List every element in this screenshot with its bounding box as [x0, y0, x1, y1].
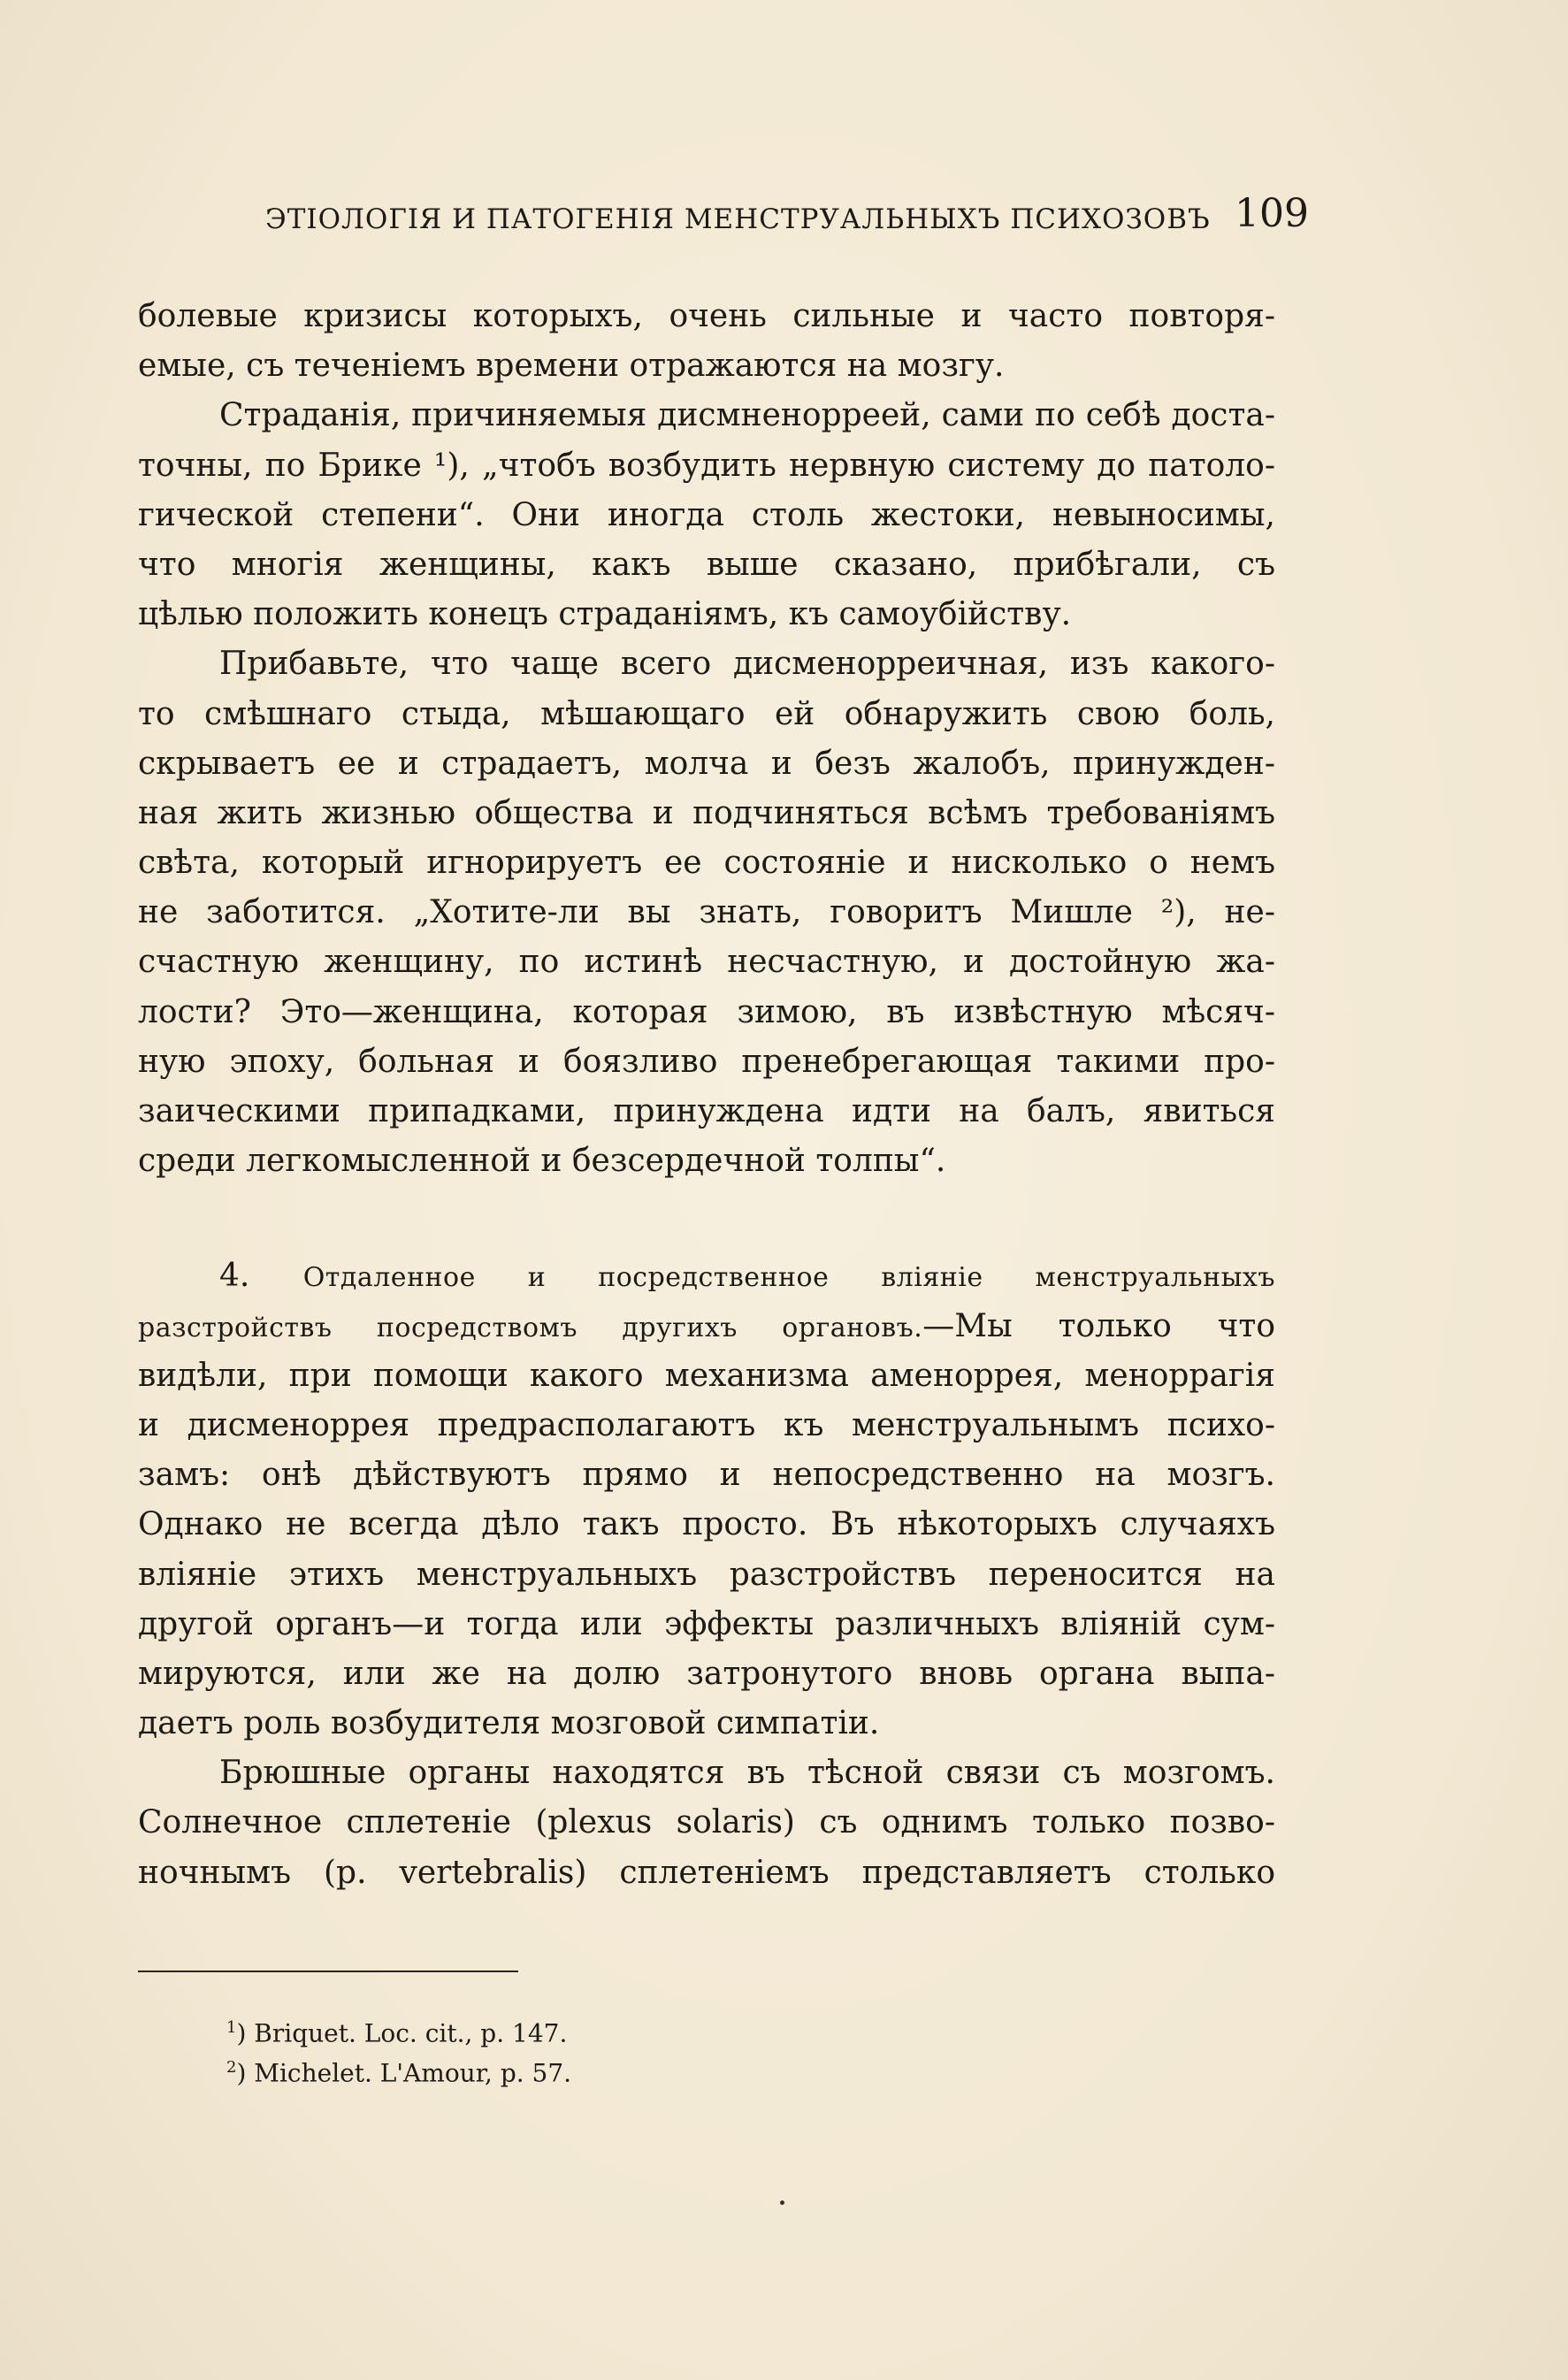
text-line: не заботится. „Хотите-ли вы знать, говоритъ Мишле ²), не-	[138, 894, 1275, 931]
footnote-text: ) Briquet. Loc. cit., p. 147.	[236, 2018, 568, 2048]
text-line: Прибавьте, что чаще всего дисменорреичная, изъ какого-	[219, 646, 1275, 683]
text-line: то смѣшнаго стыда, мѣшающаго ей обнаружить свою боль,	[138, 695, 1275, 732]
footnote-mark: 2	[226, 2058, 237, 2077]
text-line: свѣта, который игнорируетъ ее состояніе и нисколько о немъ	[138, 845, 1275, 882]
text-line: Солнечное сплетеніе (plexus solaris) съ однимъ только позво-	[138, 1804, 1275, 1841]
section-heading-line	[138, 1302, 1275, 1351]
text-line: Брюшные органы находятся въ тѣсной связи съ мозгомъ.	[219, 1755, 1275, 1792]
text-line: гической степени“. Они иногда столь жестоки, невыносимы,	[138, 496, 1275, 533]
text-line: другой органъ—и тогда или эффекты различныхъ вліяній сум-	[138, 1605, 1275, 1642]
section-heading: Отдаленное и посредственное вліяніе менструальныхъ	[302, 1262, 1275, 1294]
section-heading-continued: разстройствъ посредствомъ другихъ органовъ.	[138, 1312, 923, 1343]
footnote	[226, 2047, 1022, 2087]
ink-speck	[780, 2200, 784, 2205]
section-number: 4.	[219, 1258, 250, 1295]
text-line: цѣлью положить конецъ страданіямъ, къ самоубійству.	[138, 596, 1072, 633]
footnotes	[226, 2008, 1022, 2087]
page-number: 109	[1235, 191, 1309, 236]
text-line: ная жить жизнью общества и подчиняться всѣмъ требованіямъ	[138, 794, 1275, 831]
text-line: ночнымъ (p. vertebralis) сплетеніемъ представляетъ столько	[138, 1854, 1275, 1891]
text-line: емые, съ теченіемъ времени отражаются на мозгу.	[138, 348, 1005, 385]
section-gap	[138, 1186, 1275, 1251]
section-heading-line	[138, 1251, 1275, 1301]
footnote-divider	[138, 1971, 518, 1972]
text-line: Страданія, причиняемыя дисмненорреей, сами по себѣ доста-	[219, 397, 1275, 434]
footnote	[226, 2008, 1022, 2047]
text-line: видѣли, при помощи какого механизма аменоррея, меноррагія	[138, 1357, 1275, 1394]
text-line: точны, по Брике ¹), „чтобъ возбудить нервную систему до патоло-	[138, 447, 1275, 484]
text-line: ную эпоху, больная и боязливо пренебрегающая такими про-	[138, 1043, 1275, 1080]
footnote-text: ) Michelet. L'Amour, p. 57.	[236, 2058, 572, 2088]
body-text	[138, 292, 1275, 1898]
text-line: замъ: онѣ дѣйствуютъ прямо и непосредственно на мозгъ.	[138, 1457, 1275, 1494]
running-title: ЭТІОЛОГІЯ И ПАТОГЕНІЯ МЕНСТРУАЛЬНЫХЪ ПСИХОЗОВЪ	[265, 203, 1211, 235]
text-line: лости? Это—женщина, которая зимою, въ извѣстную мѣсяч-	[138, 993, 1275, 1030]
text-line: вліяніе этихъ менструальныхъ разстройствъ переносится на	[138, 1556, 1275, 1593]
text-line: счастную женщину, по истинѣ несчастную, и достойную жа-	[138, 944, 1275, 981]
text-line: заическими припадками, принуждена идти на балъ, явиться	[138, 1093, 1275, 1129]
running-header	[265, 191, 1309, 244]
footnote-mark: 1	[226, 2018, 237, 2037]
text-line: болевые кризисы которыхъ, очень сильные и часто повторя-	[138, 298, 1275, 334]
text-line: даетъ роль возбудителя мозговой симпатіи.	[138, 1705, 880, 1742]
text-line: мируются, или же на долю затронутого вновь органа выпа-	[138, 1655, 1275, 1692]
text-line: скрываетъ ее и страдаетъ, молча и безъ жалобъ, принужден-	[138, 745, 1275, 782]
text-line: и дисменоррея предрасполагаютъ къ менструальнымъ психо-	[138, 1406, 1275, 1443]
text-line: среди легкомысленной и безсердечной толпы“.	[138, 1143, 946, 1180]
text-line: Однако не всегда дѣло такъ просто. Въ нѣкоторыхъ случаяхъ	[138, 1506, 1275, 1543]
text-line: что многія женщины, какъ выше сказано, прибѣгали, съ	[138, 546, 1275, 583]
text-fragment: —Мы только что	[922, 1307, 1276, 1344]
